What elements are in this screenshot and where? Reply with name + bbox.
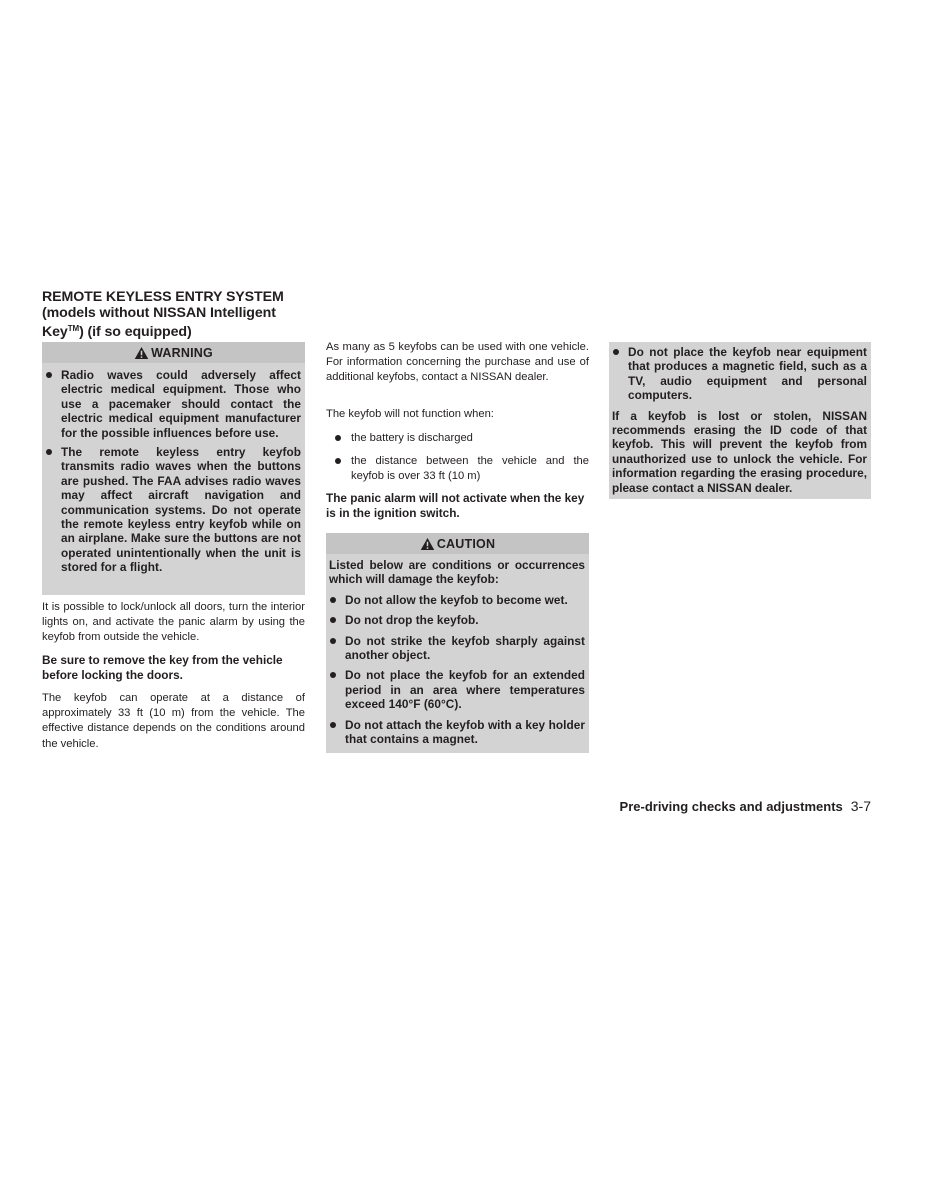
footer-section-name: Pre-driving checks and adjustments xyxy=(619,799,843,814)
bullet-icon xyxy=(330,722,336,728)
trademark-mark: TM xyxy=(67,324,80,333)
caution-heading: CAUTION xyxy=(436,536,496,551)
bullet-icon xyxy=(330,638,336,644)
title-equipped-text: ) (if so equipped) xyxy=(79,324,192,340)
list-item: Do not drop the keyfob. xyxy=(328,613,585,627)
list-item: Do not strike the keyfob sharply against another object. xyxy=(328,634,585,663)
warning-triangle-icon xyxy=(420,537,435,551)
list-item: the distance between the vehicle and the keyfob is over 33 ft (10 m) xyxy=(326,454,589,484)
warning-triangle-icon xyxy=(134,346,149,360)
lost-keyfob-notice: If a keyfob is lost or stolen, NISSAN recommends erasing the ID code of that keyfob. This will prevent the keyfob from unauthorized use to unlock the vehicle. For information regarding the erasing procedure, please contact a NISSAN dealer. xyxy=(612,408,867,495)
paragraph: The keyfob can operate at a distance of approximately 33 ft (10 m) from the vehicle. The effective distance depends on the conditions around the vehicle. xyxy=(42,692,305,750)
bullet-icon xyxy=(335,458,341,464)
bullet-icon xyxy=(335,435,341,441)
list-item: the battery is discharged xyxy=(326,431,589,446)
list-item: Do not attach the keyfob with a key holder that contains a magnet. xyxy=(328,718,585,747)
caution-continued-box xyxy=(609,342,871,499)
bullet-icon xyxy=(46,372,52,378)
page-number: 3-7 xyxy=(850,798,871,814)
warning-header xyxy=(42,342,305,363)
title-line-2: (models without NISSAN Intelligent xyxy=(42,305,276,321)
caution-box xyxy=(326,533,589,753)
list-item: Radio waves could adversely affect electric medical equipment. Those who use a pacemaker should contact the electric medical equipment manufacturer for the possible influences before use. xyxy=(44,368,301,440)
warning-box xyxy=(42,342,305,595)
list-item: The remote keyless entry keyfob transmits radio waves when the buttons are pushed. The FAA advises radio waves may affect aircraft navigation and communication systems. Do not operate the remote keyless entry keyfob while on an airplane. Make sure the buttons are not operated unintentionally when the unit is stored for a flight. xyxy=(44,445,301,575)
bold-notice: Be sure to remove the key from the vehicle before locking the doors. xyxy=(42,653,283,682)
bullet-icon xyxy=(613,349,619,355)
bullet-icon xyxy=(46,449,52,455)
paragraph: It is possible to lock/unlock all doors, turn the interior lights on, and activate the panic alarm by using the keyfob from outside the vehicle. xyxy=(42,601,305,644)
bullet-icon xyxy=(330,672,336,678)
list-item: Do not place the keyfob for an extended period in an area where temperatures exceed 140°F (60°C). xyxy=(328,668,585,711)
bullet-icon xyxy=(330,597,336,603)
title-line-3 xyxy=(42,321,312,340)
caution-list xyxy=(326,587,589,747)
bold-notice: The panic alarm will not activate when the key is in the ignition switch. xyxy=(326,491,585,520)
title-key-text: Key xyxy=(42,324,68,340)
function-list xyxy=(326,431,589,485)
warning-list xyxy=(42,363,305,575)
bullet-icon xyxy=(330,617,336,623)
page-footer xyxy=(560,798,871,814)
list-item: Do not allow the keyfob to become wet. xyxy=(328,593,585,607)
paragraph: The keyfob will not function when: xyxy=(326,408,494,420)
list-item: Do not place the keyfob near equipment that produces a magnetic field, such as a TV, audio equipment and personal computers. xyxy=(611,345,867,403)
caution-header xyxy=(326,533,589,554)
caution-continued-list xyxy=(609,342,871,403)
paragraph: As many as 5 keyfobs can be used with one vehicle. For information concerning the purchase and use of additional keyfobs, contact a NISSAN dealer. xyxy=(326,341,589,384)
section-title xyxy=(42,289,312,340)
title-line-1: REMOTE KEYLESS ENTRY SYSTEM xyxy=(42,289,284,305)
caution-intro: Listed below are conditions or occurrences which will damage the keyfob: xyxy=(329,558,585,587)
warning-heading: WARNING xyxy=(151,345,213,360)
